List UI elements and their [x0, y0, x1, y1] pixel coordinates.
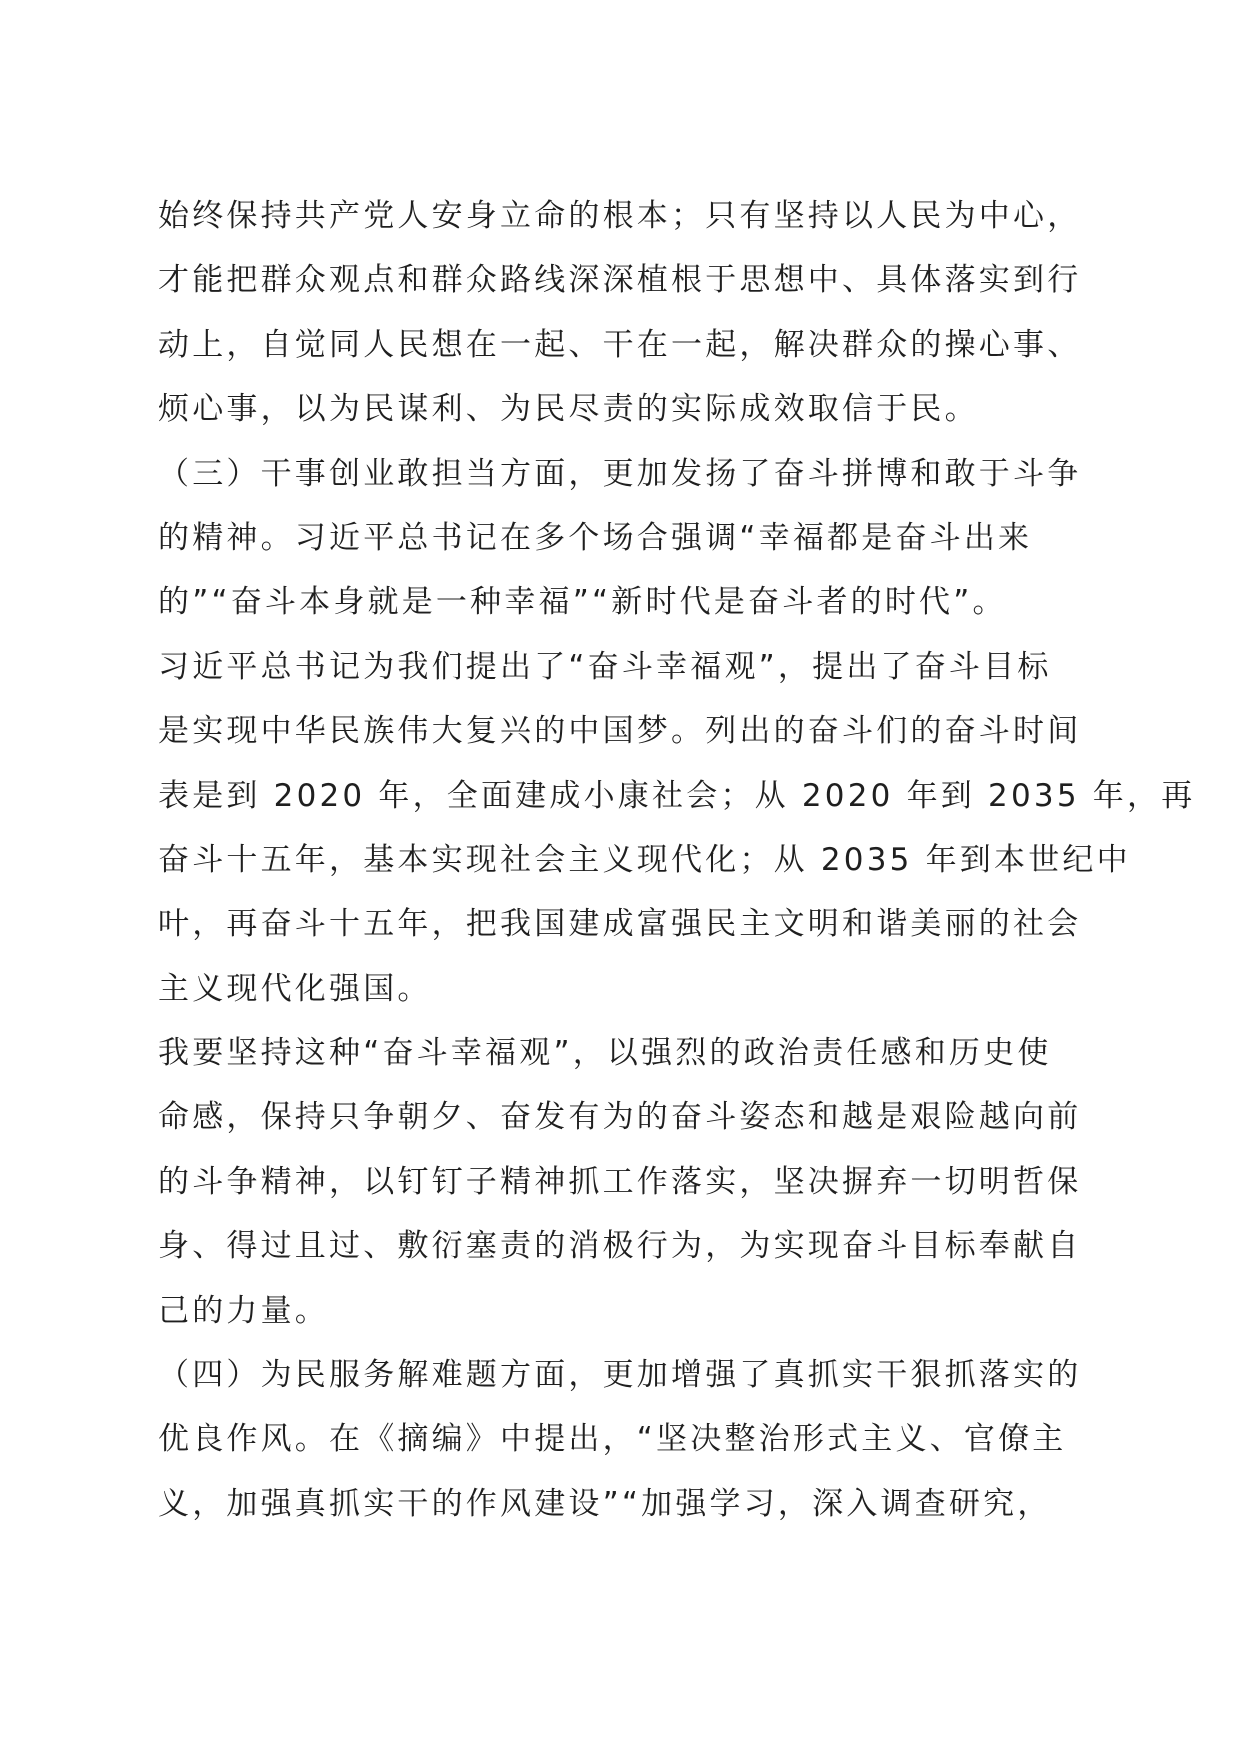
text-line: 优良作风。在《摘编》中提出，“坚决整治形式主义、官僚主: [158, 1421, 1067, 1458]
text-line: 动上，自觉同人民想在一起、干在一起，解决群众的操心事、: [158, 326, 1082, 363]
text-line: 的”“奋斗本身就是一种幸福”“新时代是奋斗者的时代”。: [158, 584, 1007, 621]
text-line: 才能把群众观点和群众路线深深植根于思想中、具体落实到行: [158, 262, 1082, 299]
text-line: 烦心事，以为民谋利、为民尽责的实际成效取信于民。: [158, 391, 979, 428]
text-line: 始终保持共产党人安身立命的根本；只有坚持以人民为中心，: [158, 198, 1082, 234]
text-line: 奋斗十五年，基本实现社会主义现代化；从 2035 年到本世纪中: [158, 841, 1131, 878]
section-heading-line: （三）干事创业敢担当方面，更加发扬了奋斗拼博和敢于斗争: [158, 455, 1082, 492]
text-line: 叶，再奋斗十五年，把我国建成富强民主文明和谐美丽的社会: [158, 906, 1082, 943]
text-line: 的精神。习近平总书记在多个场合强调“幸福都是奋斗出来: [158, 519, 1033, 556]
text-line: 义，加强真抓实干的作风建设”“加强学习，深入调查研究，: [158, 1485, 1052, 1522]
text-line: 表是到 2020 年，全面建成小康社会；从 2020 年到 2035 年，再: [158, 777, 1196, 814]
section-heading-line: （四）为民服务解难题方面，更加增强了真抓实干狠抓落实的: [158, 1357, 1082, 1394]
text-line: 命感，保持只争朝夕、奋发有为的奋斗姿态和越是艰险越向前: [158, 1099, 1082, 1136]
text-line: 主义现代化强国。: [158, 970, 432, 1007]
text-line: 的斗争精神，以钉钉子精神抓工作落实，坚决摒弃一切明哲保: [158, 1163, 1082, 1200]
document-body: [158, 184, 1196, 1536]
text-line: 习近平总书记为我们提出了“奋斗幸福观”，提出了奋斗目标: [158, 648, 1052, 685]
text-line: 我要坚持这种“奋斗幸福观”，以强烈的政治责任感和历史使: [158, 1035, 1052, 1072]
text-line: 是实现中华民族伟大复兴的中国梦。列出的奋斗们的奋斗时间: [158, 713, 1082, 750]
text-line: 身、得过且过、敷衍塞责的消极行为，为实现奋斗目标奉献自: [158, 1228, 1082, 1265]
text-line: 己的力量。: [158, 1292, 329, 1329]
